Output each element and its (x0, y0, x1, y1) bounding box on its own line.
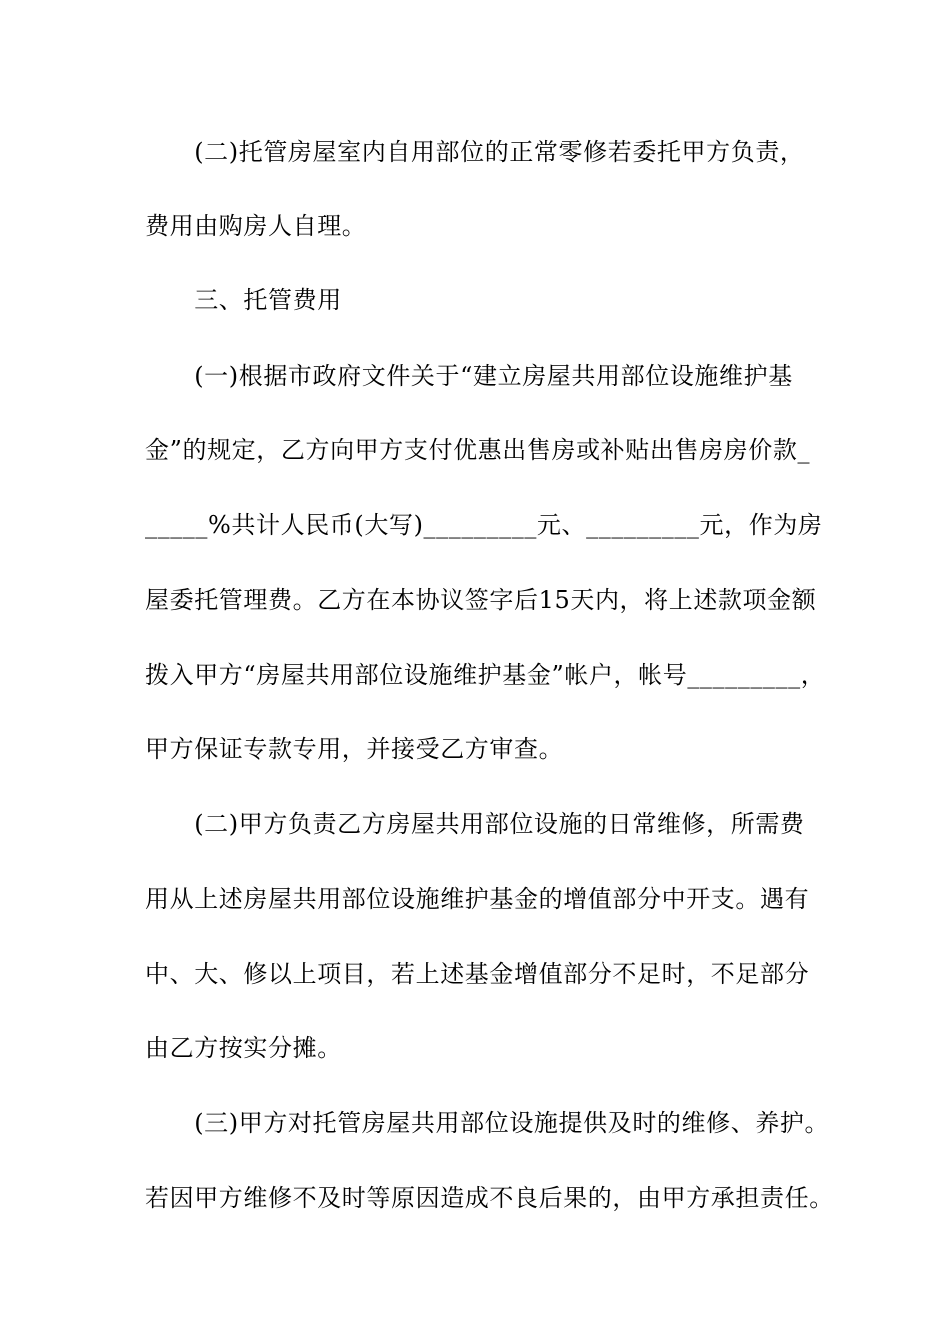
text-line: 甲方保证专款专用，并接受乙方审查。 (145, 735, 564, 763)
text-line: 屋委托管理费。乙方在本协议签字后15天内，将上述款项金额 (145, 586, 817, 614)
text-line: 用从上述房屋共用部位设施维护基金的增值部分中开支。遇有 (145, 885, 810, 913)
text-line: 费用由购房人自理。 (145, 212, 367, 240)
text-line: (一)根据市政府文件关于“建立房屋共用部位设施维护基 (145, 362, 793, 390)
text-line: 若因甲方维修不及时等原因造成不良后果的，由甲方承担责任。 (145, 1184, 834, 1212)
section-heading: 三、托管费用 (145, 286, 342, 314)
text-line: (三)甲方对托管房屋共用部位设施提供及时的维修、养护。 (145, 1109, 830, 1137)
text-line: (二)甲方负责乙方房屋共用部位设施的日常维修，所需费 (145, 810, 805, 838)
text-line: 由乙方按实分摊。 (145, 1034, 342, 1062)
text-line: 拨入甲方“房屋共用部位设施维护基金”帐户，帐号_________， (145, 661, 826, 689)
text-line: 中、大、修以上项目，若上述基金增值部分不足时，不足部分 (145, 960, 810, 988)
text-line: (二)托管房屋室内自用部位的正常零修若委托甲方负责， (145, 138, 805, 166)
text-line: 金”的规定，乙方向甲方支付优惠出售房或补贴出售房房价款_ (145, 436, 811, 464)
text-line: _____%共计人民币(大写)_________元、_________元，作为房 (145, 511, 823, 539)
